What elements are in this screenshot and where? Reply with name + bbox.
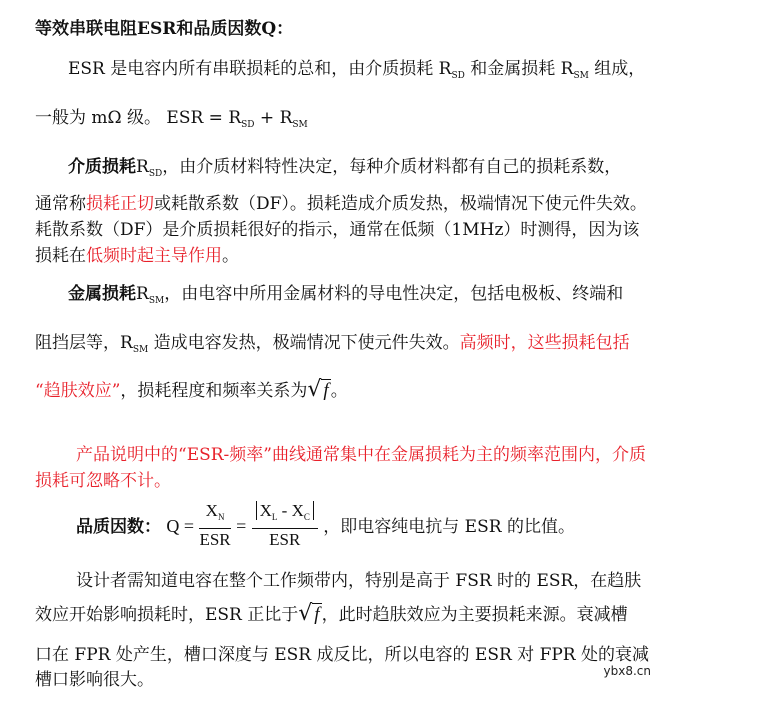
- p1-line2: 一般为 mΩ 级。 ESR = $R_{SD} + R_{SM}$: [35, 108, 308, 130]
- section-title: 等效串联电阻ESR和品质因数Q：: [35, 19, 294, 39]
- sqrt-f: √ f: [307, 377, 329, 402]
- p6-line4: 槽口影响很大。: [35, 670, 154, 690]
- p2-line4: 损耗在低频时起主导作用。: [35, 246, 239, 266]
- p2-line3: 耗散系数（DF）是介质损耗很好的指示，通常在低频（1MHz）时测得，因为该: [35, 220, 640, 240]
- p4-line2: 损耗可忽略不计。: [35, 471, 171, 491]
- p6-line3: 口在 FPR 处产生，槽口深度与 ESR 成反比，所以电容的 ESR 对 FPR 处的衰减: [35, 645, 650, 665]
- p2-line2: 通常称损耗正切或耗散系数（DF）。损耗造成介质发热，极端情况下使元件失效。: [35, 194, 647, 214]
- watermark: ybx8.cn: [603, 664, 651, 678]
- p6-line2: 效应开始影响损耗时，ESR 正比于√ f ，此时趋肤效应为主要损耗来源。衰减槽: [35, 601, 628, 626]
- p4-line1: 产品说明中的“ESR-频率”曲线通常集中在金属损耗为主的频率范围内，介质: [76, 445, 646, 465]
- fraction-xn-esr: $\frac{X_N}{\text{ESR}}$: [199, 501, 231, 549]
- p2-line1: 介质损耗$R_{SD}$，由介质材料特性决定，每种介质材料都有自己的损耗系数，: [68, 157, 622, 179]
- p3-line2: 阻挡层等，$R_{SM}$ 造成电容发热，极端情况下使元件失效。高频时，这些损耗包括: [35, 333, 630, 355]
- p3-line3: “趋肤效应”，损耗程度和频率关系为√ f 。: [35, 377, 348, 402]
- p5-line1: 品质因数： Q = $\frac{X_N}{\text{ESR}}$ = $\frac{X_L - X_C}{\text{ESR}}$ ，即电容纯电抗与 ESR 的比值。: [76, 501, 575, 549]
- p1-line1: ESR 是电容内所有串联损耗的总和，由介质损耗 $R_{SD}$ 和金属损耗 $R_{SM}$ 组成，: [68, 59, 646, 81]
- p3-line1: 金属损耗$R_{SM}$，由电容中所用金属材料的导电性决定，包括电极板、终端和: [68, 284, 624, 306]
- sqrt-f-2: √ f: [298, 601, 320, 626]
- fraction-xl-xc-esr: $\frac{X_L - X_C}{\text{ESR}}$: [252, 500, 318, 551]
- p6-line1: 设计者需知道电容在整个工作频带内，特别是高于 FSR 时的 ESR，在趋肤: [76, 571, 642, 591]
